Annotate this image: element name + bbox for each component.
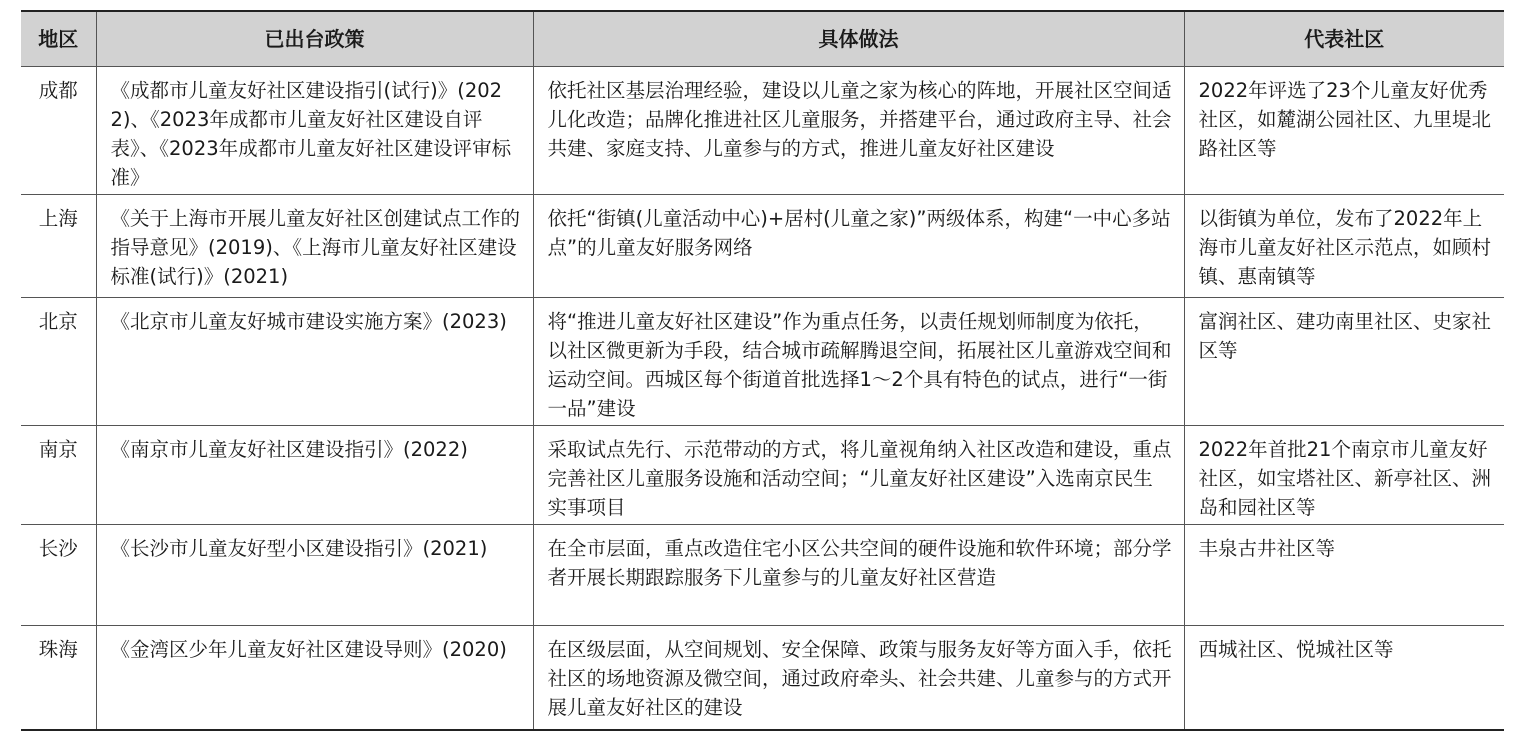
- community-cell: 富润社区、建功南里社区、史家社区等: [1184, 298, 1504, 426]
- region-cell: 成都: [21, 67, 96, 195]
- community-cell: 以街镇为单位，发布了2022年上海市儿童友好社区示范点，如顾村镇、惠南镇等: [1184, 195, 1504, 298]
- policy-table: [21, 10, 1504, 731]
- header-community: 代表社区: [1184, 11, 1504, 67]
- policy-cell: 《金湾区少年儿童友好社区建设导则》(2020): [96, 626, 533, 731]
- table-body: [21, 67, 1504, 731]
- region-cell: 北京: [21, 298, 96, 426]
- policy-cell: 《长沙市儿童友好型小区建设指引》(2021): [96, 525, 533, 626]
- header-policy: 已出台政策: [96, 11, 533, 67]
- policy-cell: 《北京市儿童友好城市建设实施方案》(2023): [96, 298, 533, 426]
- table-row: [21, 626, 1504, 731]
- practice-cell: 依托“街镇(儿童活动中心)+居村(儿童之家)”两级体系，构建“一中心多站点”的儿童友好服务网络: [533, 195, 1184, 298]
- region-cell: 珠海: [38, 638, 78, 661]
- policy-cell: 《南京市儿童友好社区建设指引》(2022): [96, 426, 533, 525]
- table-row: [21, 525, 1504, 626]
- practice-cell: 依托社区基层治理经验，建设以儿童之家为核心的阵地，开展社区空间适儿化改造；品牌化推进社区儿童服务，并搭建平台，通过政府主导、社会共建、家庭支持、儿童参与的方式，推进儿童友好社区建设: [533, 67, 1184, 195]
- table-row: [21, 67, 1504, 195]
- header-row: [21, 11, 1504, 67]
- practice-cell: 采取试点先行、示范带动的方式，将儿童视角纳入社区改造和建设，重点完善社区儿童服务设施和活动空间；“儿童友好社区建设”入选南京民生实事项目: [533, 426, 1184, 525]
- policy-cell: 《成都市儿童友好社区建设指引(试行)》(2022)、《2023年成都市儿童友好社区建设自评表》、《2023年成都市儿童友好社区建设评审标准》: [96, 67, 533, 195]
- region-cell: 长沙: [21, 525, 96, 626]
- table-header: [21, 11, 1504, 67]
- practice-cell: 在区级层面，从空间规划、安全保障、政策与服务友好等方面入手，依托社区的场地资源及微空间，通过政府牵头、社会共建、儿童参与的方式开展儿童友好社区的建设: [533, 626, 1184, 731]
- community-cell: 丰泉古井社区等: [1184, 525, 1504, 626]
- region-cell: 南京: [21, 426, 96, 525]
- community-cell: 2022年首批21个南京市儿童友好社区，如宝塔社区、新亭社区、洲岛和园社区等: [1184, 426, 1504, 525]
- header-practice: 具体做法: [533, 11, 1184, 67]
- header-region: 地区: [21, 11, 96, 67]
- community-cell: 2022年评选了23个儿童友好优秀社区，如麓湖公园社区、九里堤北路社区等: [1184, 67, 1504, 195]
- table-row: [21, 298, 1504, 426]
- table-row: [21, 426, 1504, 525]
- table-row: [21, 195, 1504, 298]
- region-cell: 上海: [21, 195, 96, 298]
- practice-cell: 在全市层面，重点改造住宅小区公共空间的硬件设施和软件环境；部分学者开展长期跟踪服务下儿童参与的儿童友好社区营造: [533, 525, 1184, 626]
- practice-cell: 将“推进儿童友好社区建设”作为重点任务，以责任规划师制度为依托，以社区微更新为手段，结合城市疏解腾退空间，拓展社区儿童游戏空间和运动空间。西城区每个街道首批选择1～2个具有特色的试点，进行“一街一品”建设: [533, 298, 1184, 426]
- community-cell: 西城社区、悦城社区等: [1184, 626, 1504, 731]
- policy-cell: 《关于上海市开展儿童友好社区创建试点工作的指导意见》(2019)、《上海市儿童友好社区建设标准(试行)》(2021): [96, 195, 533, 298]
